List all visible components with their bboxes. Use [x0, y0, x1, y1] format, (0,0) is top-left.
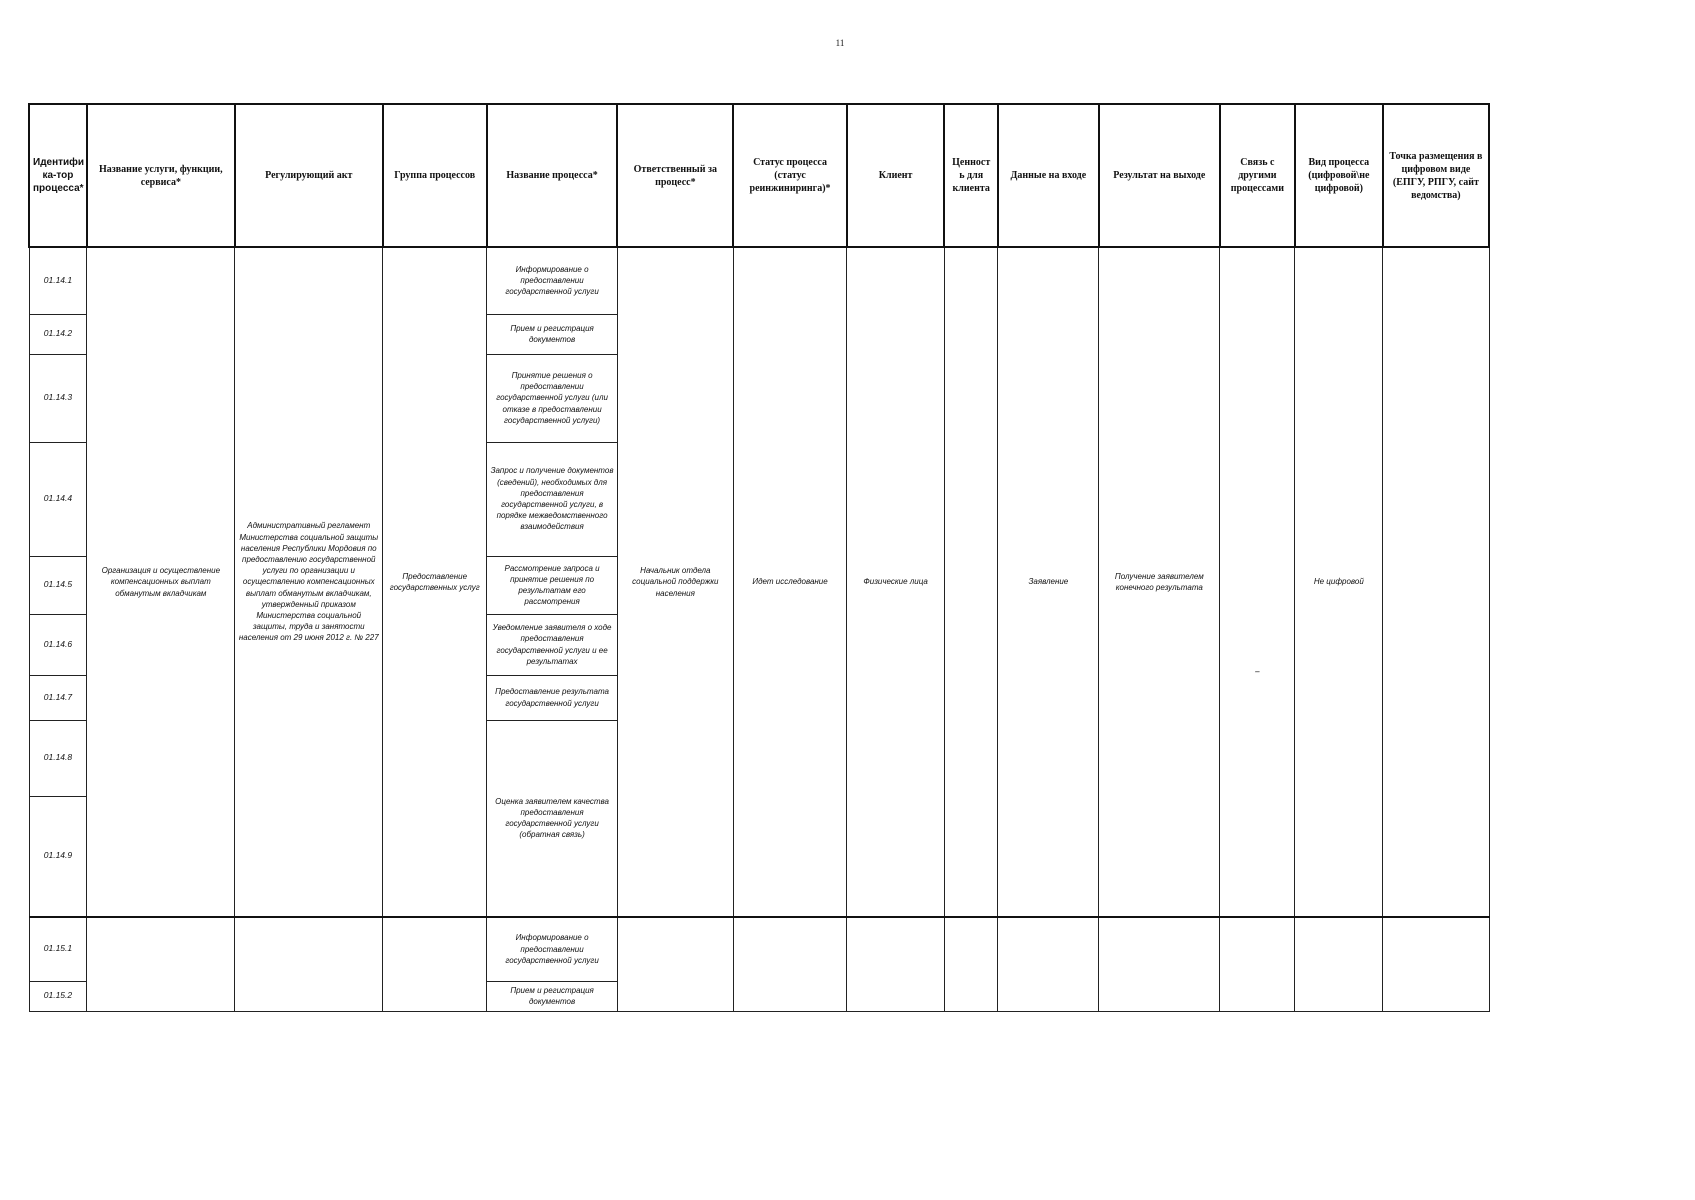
output-cell	[1099, 917, 1220, 1011]
output-cell: Получение заявителем конечного результата	[1099, 247, 1220, 917]
process-id: 01.15.2	[29, 981, 87, 1011]
process-group-cell: Предоставление государственных услуг	[383, 247, 487, 917]
header-placement: Точка размещения в цифровом виде (ЕПГУ, РПГУ, сайт ведомства)	[1383, 104, 1489, 247]
process-name: Уведомление заявителя о ходе предоставления государственной услуги и ее результатах	[487, 614, 618, 675]
process-name: Оценка заявителем качества предоставления государственной услуги (обратная связь)	[487, 720, 618, 917]
header-process-type: Вид процесса (цифровой\не цифровой)	[1295, 104, 1383, 247]
process-name: Принятие решения о предоставлении государственной услуги (или отказе в предоставлении государственной услуги)	[487, 354, 618, 442]
header-responsible: Ответственный за процесс*	[617, 104, 733, 247]
process-id: 01.14.3	[29, 354, 87, 442]
process-id: 01.14.4	[29, 442, 87, 556]
process-registry-table	[28, 103, 1490, 1011]
process-id: 01.14.6	[29, 614, 87, 675]
process-name: Прием и регистрация документов	[487, 314, 618, 354]
process-name: Прием и регистрация документов	[487, 981, 618, 1011]
input-cell	[998, 917, 1099, 1011]
regulating-act-cell: Административный регламент Министерства социальной защиты населения Республики Мордовия по предоставлению государственной услуги по организации и осуществлению компенсационных выплат обманутым вкладчикам, утвержденный приказом Министерства социальной защиты, труда и занятости населения от 29 июня 2012 г. № 227	[235, 247, 383, 917]
header-value: Ценност ь для клиента	[944, 104, 998, 247]
header-row	[29, 104, 1489, 247]
process-id: 01.14.2	[29, 314, 87, 354]
table-row	[29, 917, 1489, 981]
process-name: Информирование о предоставлении государственной услуги	[487, 917, 618, 981]
process-id: 01.15.1	[29, 917, 87, 981]
header-input: Данные на входе	[998, 104, 1099, 247]
links-cell	[1220, 917, 1295, 1011]
process-id: 01.14.9	[29, 796, 87, 917]
header-links: Связь с другими процессами	[1220, 104, 1295, 247]
header-process-group: Группа процессов	[383, 104, 487, 247]
placement-cell	[1383, 917, 1489, 1011]
status-cell	[733, 917, 847, 1011]
process-name: Рассмотрение запроса и принятие решения по результатам его рассмотрения	[487, 556, 618, 614]
value-cell	[944, 247, 998, 917]
value-cell	[944, 917, 998, 1011]
status-cell: Идет исследование	[733, 247, 847, 917]
links-value: –	[1255, 667, 1260, 677]
input-cell: Заявление	[998, 247, 1099, 917]
header-output: Результат на выходе	[1099, 104, 1220, 247]
process-id: 01.14.7	[29, 675, 87, 720]
service-name-cell	[87, 917, 235, 1011]
process-group-cell	[383, 917, 487, 1011]
header-service-name: Название услуги, функции, сервиса*	[87, 104, 235, 247]
process-name: Информирование о предоставлении государственной услуги	[487, 247, 618, 314]
process-id: 01.14.5	[29, 556, 87, 614]
header-status: Статус процесса (статус реинжиниринга)*	[733, 104, 847, 247]
process-id: 01.14.8	[29, 720, 87, 796]
placement-cell	[1383, 247, 1489, 917]
header-regulating-act: Регулирующий акт	[235, 104, 383, 247]
header-process-name: Название процесса*	[487, 104, 618, 247]
process-type-cell	[1295, 917, 1383, 1011]
client-cell: Физические лица	[847, 247, 945, 917]
header-process-id: Идентифи ка-тор процесса*	[29, 104, 87, 247]
links-cell	[1220, 247, 1295, 917]
process-name: Предоставление результата государственной услуги	[487, 675, 618, 720]
process-name: Запрос и получение документов (сведений), необходимых для предоставления государственной услуги, в порядке межведомственного взаимодействия	[487, 442, 618, 556]
table-row	[29, 247, 1489, 314]
header-client: Клиент	[847, 104, 945, 247]
process-type-cell: Не цифровой	[1295, 247, 1383, 917]
responsible-cell: Начальник отдела социальной поддержки населения	[617, 247, 733, 917]
regulating-act-cell	[235, 917, 383, 1011]
process-id: 01.14.1	[29, 247, 87, 314]
responsible-cell	[617, 917, 733, 1011]
page-number: 11	[835, 38, 845, 48]
service-name-cell: Организация и осуществление компенсационных выплат обманутым вкладчикам	[87, 247, 235, 917]
client-cell	[847, 917, 945, 1011]
